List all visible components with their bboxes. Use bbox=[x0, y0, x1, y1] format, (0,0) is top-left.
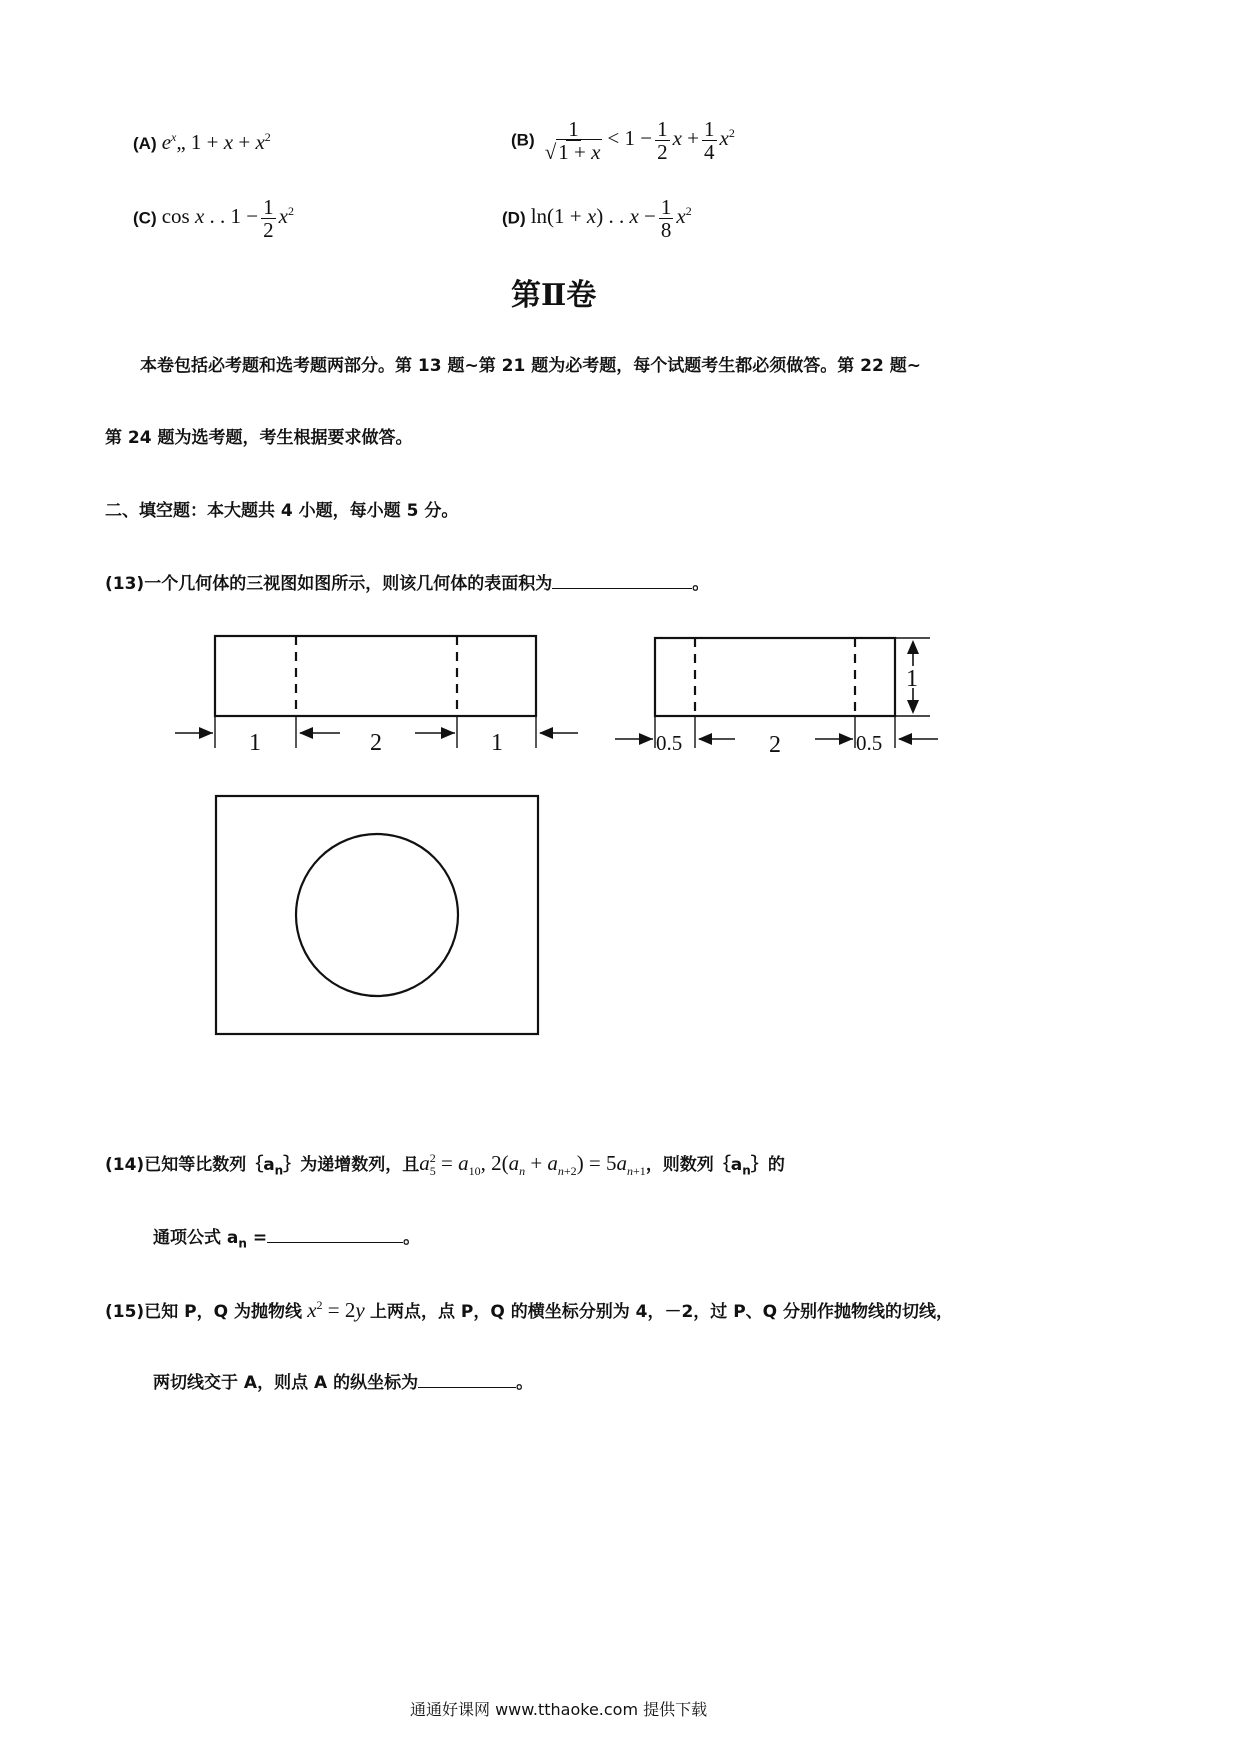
q13-end: 。 bbox=[692, 574, 710, 594]
q15-line2: 两切线交于 A，则点 A 的纵坐标为 bbox=[153, 1373, 419, 1393]
option-a-label: (A) bbox=[133, 134, 157, 153]
option-c-label: (C) bbox=[133, 208, 157, 228]
q13-text: (13)一个几何体的三视图如图所示，则该几何体的表面积为 bbox=[105, 574, 553, 594]
option-b-formula: $\frac{1}{√1 + x}$ < 1 − $\frac{1}{2}$ x + $\frac{1}{4}$ $x^2$ bbox=[544, 117, 735, 165]
q15-rest: 上两点，点 P，Q 的横坐标分别为 4，－2，过 P、Q 分别作抛物线的切线， bbox=[369, 1302, 954, 1322]
option-b-label: (B) bbox=[511, 130, 535, 150]
option-a-formula: $e^x„$ $1 + x + x^2$ bbox=[161, 130, 271, 154]
q14-answer-blank[interactable] bbox=[267, 1224, 403, 1243]
front-view-rect bbox=[215, 636, 536, 716]
q15-end: 。 bbox=[516, 1373, 534, 1393]
intro-line-1: 本卷包括必考题和选考题两部分。第 13 题~第 21 题为必考题，每个试题考生都必须做答。第 22 题~ bbox=[140, 356, 921, 376]
dim-height: 1 bbox=[906, 666, 918, 692]
option-d-label: (D) bbox=[502, 208, 526, 228]
q14-end: 。 bbox=[403, 1228, 421, 1248]
q15-formula: $x^2 = 2y$ bbox=[307, 1298, 365, 1322]
dim-side-right: 0.5 bbox=[856, 731, 883, 755]
section-title: 第Ⅱ卷 bbox=[511, 278, 597, 313]
top-view-rect bbox=[216, 796, 538, 1034]
question-15 bbox=[105, 1297, 953, 1323]
question-14-line-2: 通项公式 $a_n$ = 。 bbox=[153, 1223, 420, 1250]
q15-answer-blank[interactable] bbox=[418, 1369, 516, 1388]
side-view-rect bbox=[655, 638, 895, 716]
q14-line2: 通项公式 a bbox=[153, 1228, 239, 1248]
q15-prefix: (15)已知 P，Q 为抛物线 bbox=[105, 1302, 302, 1322]
top-view-circle bbox=[296, 834, 458, 996]
q14-mid2: ，则数列｛a bbox=[645, 1155, 743, 1175]
question-14: (14)已知等比数列$\{a_n\}$为递增数列，且$a_5^2 = a_{10}$, $2(a_n + a_{n+2}) = 5a_{n+1}$，则数列$\{a_n\}$的 bbox=[105, 1151, 785, 1179]
page-footer: 通通好课网 www.tthaoke.com 提供下载 bbox=[410, 1700, 708, 1719]
dim-side-mid: 2 bbox=[769, 732, 781, 758]
dim-front-mid: 2 bbox=[370, 730, 382, 756]
question-15-line-2 bbox=[153, 1368, 533, 1393]
option-c-formula: cos x . . 1 − $\frac{1}{2}$ $x^2$ bbox=[161, 195, 294, 243]
option-d-formula: ln(1 + x) . . x − $\frac{1}{8}$ $x^2$ bbox=[530, 195, 692, 243]
q14-tail: ｝的 bbox=[750, 1155, 785, 1175]
q14-line2-eq: = bbox=[246, 1228, 268, 1248]
dim-front-left: 1 bbox=[249, 730, 261, 756]
dim-side-left: 0.5 bbox=[656, 731, 683, 755]
q14-prefix: (14)已知等比数列｛a bbox=[105, 1155, 275, 1175]
q14-mid1: ｝为递增数列，且 bbox=[283, 1155, 420, 1175]
intro-line-2: 第 24 题为选考题，考生根据要求做答。 bbox=[105, 428, 413, 448]
part-heading: 二、填空题：本大题共 4 小题，每小题 5 分。 bbox=[105, 501, 459, 521]
dim-front-right: 1 bbox=[491, 730, 503, 756]
q14-formula: $a_5^2 = a_{10}$, $2(a_n + a_{n+2}) = 5a_{n+1}$ bbox=[419, 1151, 646, 1179]
